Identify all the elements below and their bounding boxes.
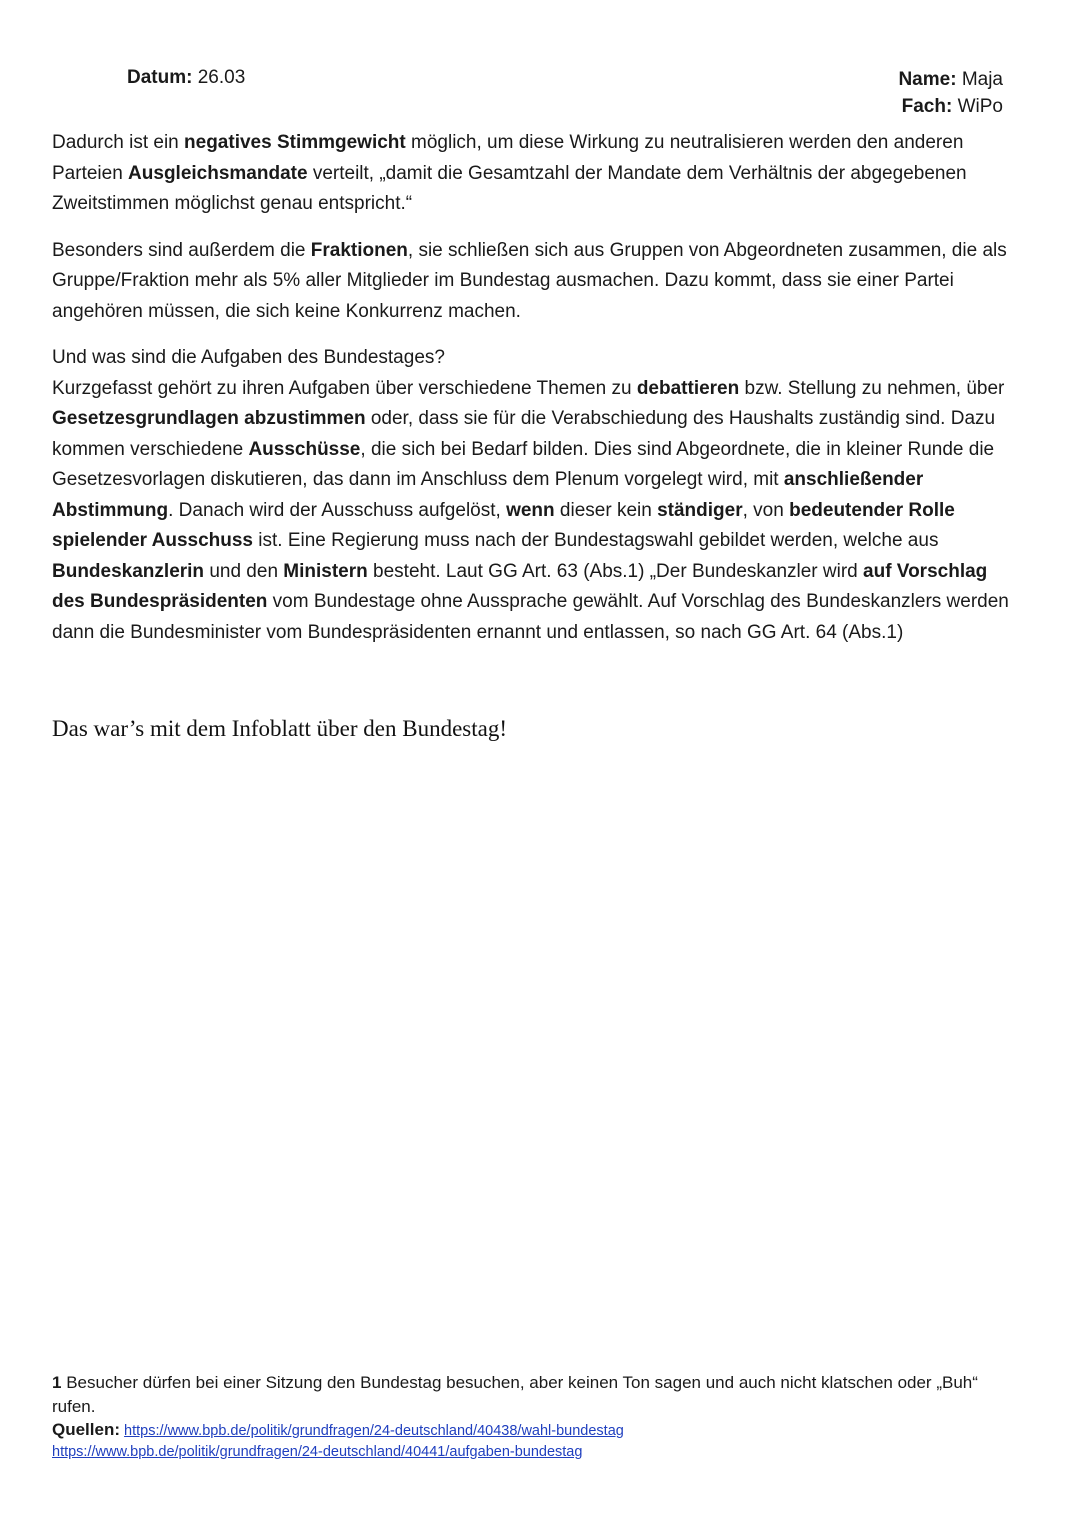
footnote-number: 1 [52,1373,62,1392]
bold-term: wenn [506,499,555,521]
bold-term: ständiger [657,499,743,521]
header-info [898,66,1003,120]
footnote-text [52,1371,1012,1419]
bold-term: negatives Stimmgewicht [184,132,406,153]
bold-term: Gesetzesgrundlagen abzustimmen [52,408,366,429]
text-run: Kurzgefasst gehört zu ihren Aufgaben über verschiedene Themen zu [52,377,637,399]
text-run: , sie schließen sich aus Gruppen von Abgeordneten zusammen, die als Gruppe/Fraktion mehr als 5% aller Mitglieder im Bundestag ausmachen. Dazu kommt, dass sie einer Partei angehören müssen, die sich keine Konkurrenz machen. [52,239,1007,322]
bold-term: Ministern [283,560,368,582]
bold-term: anschließender Abstimmung [52,469,924,521]
text-run: ist. Eine Regierung muss nach der Bundestagswahl gebildet werden, welche aus [252,530,939,551]
text-run: , von [742,499,790,521]
date-value: 26.03 [197,67,246,88]
sources-label: Quellen: [52,1420,121,1439]
subject-value: WiPo [957,96,1003,117]
footnote-body: Besucher dürfen bei einer Sitzung den Bundestag besuchen, aber keinen Ton sagen und auch nicht klatschen oder „Buh“ rufen. [52,1373,978,1416]
subject-field [898,93,1003,120]
text-run: . Danach wird der Ausschuss aufgelöst, [168,499,507,521]
footnote [52,1371,1012,1463]
text-run: verteilt, „damit die Gesamtzahl der Mandate dem Verhältnis der abgegebenen Zweitstimmen möglichst genau entspricht.“ [52,162,967,214]
bold-term: bedeutender Rolle spielender Ausschuss [52,499,955,551]
text-run: bzw. Stellung zu nehmen, über [739,377,1005,399]
bold-term: Ausschüsse [248,438,361,460]
name-field [898,66,1003,93]
name-value: Maja [961,69,1003,90]
text-run: Dadurch ist ein [52,132,185,153]
text-run: dieser kein [554,499,658,521]
bold-term: Bundeskanzlerin [52,560,205,582]
bold-term: Ausgleichsmandate [128,162,308,184]
subject-label: Fach: [901,96,953,117]
question-line: Und was sind die Aufgaben des Bundestages? [52,347,445,368]
name-label: Name: [898,69,957,90]
text-run: besteht. Laut GG Art. 63 (Abs.1) „Der Bundeskanzler wird [367,560,864,582]
date-label: Datum: [127,67,193,88]
paragraph-stimmgewicht [52,128,1012,220]
source-link-wahl[interactable]: https://www.bpb.de/politik/grundfragen/24-deutschland/40438/wahl-bundestag [124,1423,624,1439]
text-run: möglich, um diese Wirkung zu neutralisieren werden den anderen Parteien [52,132,964,184]
source-link-aufgaben[interactable]: https://www.bpb.de/politik/grundfragen/24-deutschland/40441/aufgaben-bundestag [52,1444,583,1460]
closing-line: Das war’s mit dem Infoblatt über den Bundestag! [52,716,507,741]
bold-term: debattieren [636,377,740,399]
bold-term: auf Vorschlag des Bundespräsidenten [52,560,988,612]
text-run: oder, dass sie für die Verabschiedung des Haushalts zuständig sind. Dazu kommen verschiedene [52,408,996,460]
text-run: Besonders sind außerdem die [52,239,311,261]
paragraph-aufgaben [52,343,1012,648]
text-run: , die sich bei Bedarf bilden. Dies sind Abgeordnete, die in kleiner Runde die Gesetzesvorlagen diskutieren, das dann im Anschluss dem Plenum vorgelegt wird, mit [52,438,995,490]
text-run: und den [204,560,284,582]
text-run: vom Bundestage ohne Aussprache gewählt. Auf Vorschlag des Bundeskanzlers werden dann die Bundesminister vom Bundespräsidenten ernannt und entlassen, so nach GG Art. 64 (Abs.1) [52,591,1009,643]
bold-term: Fraktionen [310,239,408,261]
date-field [127,66,245,90]
body-text [52,128,1012,664]
sources [52,1419,1012,1463]
paragraph-fraktionen [52,236,1012,328]
